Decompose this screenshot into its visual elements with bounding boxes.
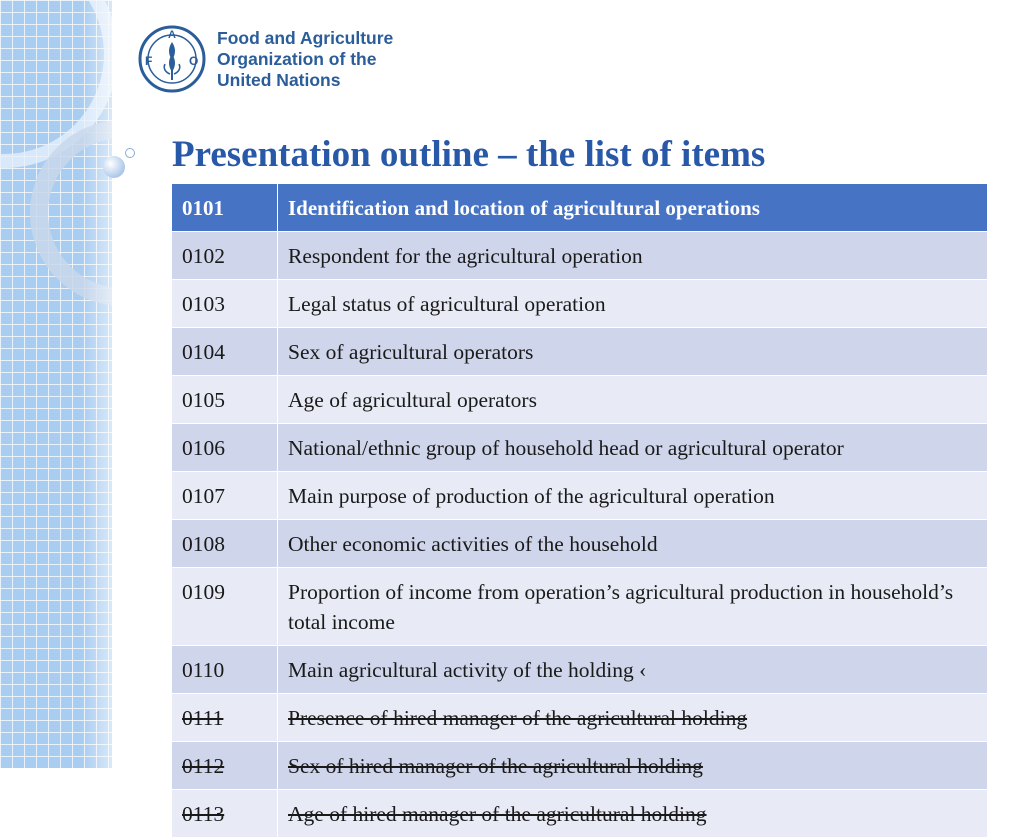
table-row (172, 472, 988, 520)
page-title: Presentation outline – the list of items (172, 134, 766, 175)
item-code: 0108 (172, 520, 278, 568)
item-code: 0113 (172, 790, 278, 838)
item-label: Identification and location of agricultural operations (278, 184, 988, 232)
table-row (172, 280, 988, 328)
item-code: 0102 (172, 232, 278, 280)
item-label: Presence of hired manager of the agricultural holding (278, 694, 988, 742)
table-row (172, 742, 988, 790)
decorative-bullet-sphere (103, 156, 125, 178)
fao-logo (137, 24, 393, 94)
decorative-bullet-circle (125, 148, 135, 158)
item-code: 0110 (172, 646, 278, 694)
table-row (172, 694, 988, 742)
item-label: Age of hired manager of the agricultural holding (278, 790, 988, 838)
fao-emblem-icon (137, 24, 207, 94)
item-label: Sex of agricultural operators (278, 328, 988, 376)
table-row (172, 568, 988, 646)
table-row (172, 376, 988, 424)
item-label: Other economic activities of the household (278, 520, 988, 568)
item-label: Main agricultural activity of the holding ‹ (278, 646, 988, 694)
organization-name: Food and Agriculture Organization of the United Nations (217, 27, 394, 90)
item-code: 0111 (172, 694, 278, 742)
item-label: Age of agricultural operators (278, 376, 988, 424)
svg-text:O: O (189, 54, 199, 68)
item-code: 0112 (172, 742, 278, 790)
svg-text:F: F (145, 54, 153, 68)
table-row (172, 424, 988, 472)
table-row (172, 790, 988, 838)
item-code: 0107 (172, 472, 278, 520)
decorative-side-band (0, 0, 112, 768)
item-label: National/ethnic group of household head or agricultural operator (278, 424, 988, 472)
item-code: 0103 (172, 280, 278, 328)
item-code: 0101 (172, 184, 278, 232)
items-table (171, 183, 988, 838)
item-code: 0104 (172, 328, 278, 376)
item-label: Sex of hired manager of the agricultural holding (278, 742, 988, 790)
item-label: Legal status of agricultural operation (278, 280, 988, 328)
item-code: 0109 (172, 568, 278, 646)
table-header-row (172, 184, 988, 232)
table-row (172, 328, 988, 376)
table-row (172, 232, 988, 280)
item-label: Respondent for the agricultural operation (278, 232, 988, 280)
table-row (172, 520, 988, 568)
item-code: 0106 (172, 424, 278, 472)
item-label: Main purpose of production of the agricultural operation (278, 472, 988, 520)
svg-text:A: A (168, 29, 176, 41)
item-label: Proportion of income from operation’s agricultural production in household’s total income (278, 568, 988, 646)
item-code: 0105 (172, 376, 278, 424)
table-row (172, 646, 988, 694)
